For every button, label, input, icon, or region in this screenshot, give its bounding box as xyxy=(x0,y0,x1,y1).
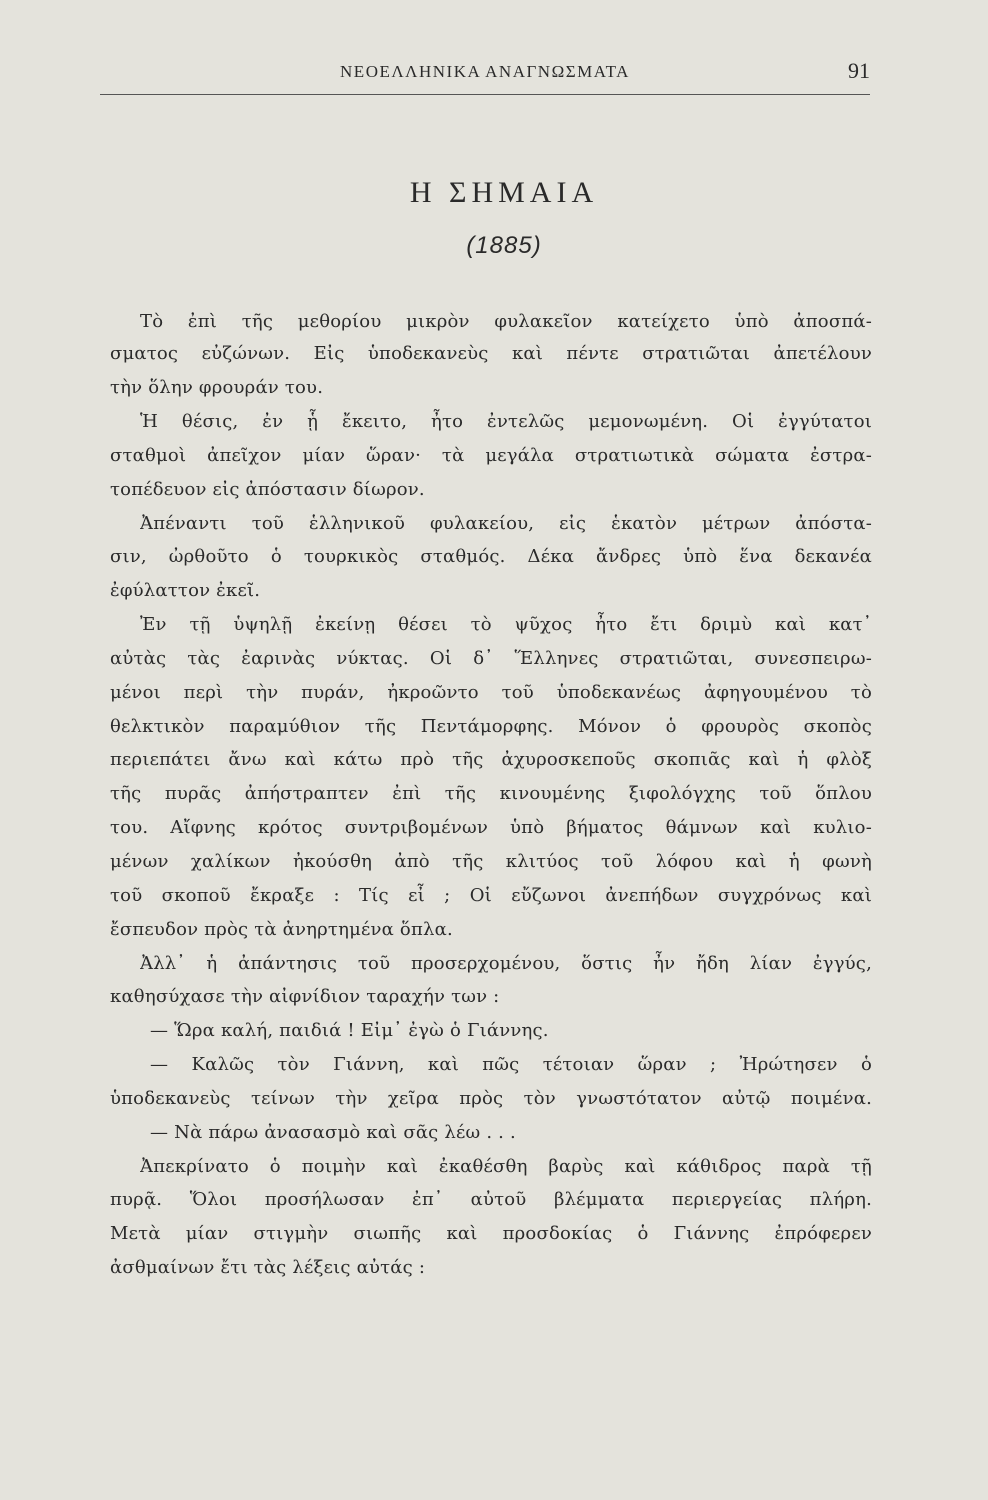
text-line: τῆς πυρᾶς ἀπήστραπτεν ἐπὶ τῆς κινουμένης ξιφολόγχης τοῦ ὅπλου xyxy=(110,783,872,804)
text-line: Ἀπεκρίνατο ὁ ποιμὴν καὶ ἐκαθέσθη βαρὺς καὶ κάθιδρος παρὰ τῇ xyxy=(140,1156,872,1177)
text-line: του. Αἴφνης κρότος συντριβομένων ὑπὸ βήματος θάμνων καὶ κυλιο- xyxy=(110,817,872,838)
text-line: Ἡ θέσις, ἐν ᾗ ἔκειτο, ἦτο ἐντελῶς μεμονωμένη. Οἱ ἐγγύτατοι xyxy=(140,411,872,432)
text-line: ἀσθμαίνων ἔτι τὰς λέξεις αὐτάς : xyxy=(110,1257,426,1278)
text-line: καθησύχασε τὴν αἰφνίδιον ταραχήν των : xyxy=(110,986,500,1007)
text-line: ἔσπευδον πρὸς τὰ ἀνηρτημένα ὅπλα. xyxy=(110,919,453,940)
text-line: σιν, ὠρθοῦτο ὁ τουρκικὸς σταθμός. Δέκα ἄνδρες ὑπὸ ἕνα δεκανέα xyxy=(110,546,872,567)
running-header xyxy=(100,58,870,95)
text-line: Ἐν τῇ ὑψηλῇ ἐκείνῃ θέσει τὸ ψῦχος ἦτο ἔτι δριμὺ καὶ κατ᾽ xyxy=(140,614,872,635)
text-line: Μετὰ μίαν στιγμὴν σιωπῆς καὶ προσδοκίας ὁ Γιάννης ἐπρόφερεν xyxy=(110,1223,872,1244)
text-line: περιεπάτει ἄνω καὶ κάτω πρὸ τῆς ἀχυροσκεποῦς σκοπιᾶς καὶ ἡ φλὸξ xyxy=(110,749,872,770)
text-line: Ἀπέναντι τοῦ ἑλληνικοῦ φυλακείου, εἰς ἑκατὸν μέτρων ἀπόστα- xyxy=(140,513,872,534)
text-line: σταθμοὶ ἀπεῖχον μίαν ὥραν· τὰ μεγάλα στρατιωτικὰ σώματα ἐστρα- xyxy=(110,445,872,466)
text-line: ὑποδεκανεὺς τείνων τὴν χεῖρα πρὸς τὸν γνωστότατον αὐτῷ ποιμένα. xyxy=(110,1088,872,1109)
dialogue-line: — Νὰ πάρω ἀνασασμὸ καὶ σᾶς λέω . . . xyxy=(150,1122,516,1143)
text-line: ἐφύλαττον ἐκεῖ. xyxy=(110,580,261,601)
dialogue-line: — Ὥρα καλή, παιδιά ! Εἰμ᾽ ἐγὼ ὁ Γιάννης. xyxy=(150,1020,549,1041)
text-line: σματος εὐζώνων. Εἰς ὑποδεκανεὺς καὶ πέντε στρατιῶται ἀπετέλουν xyxy=(110,343,872,364)
text-line: πυρᾷ. Ὅλοι προσήλωσαν ἐπ᾽ αὐτοῦ βλέμματα περιεργείας πλήρη. xyxy=(110,1189,872,1210)
page-number: 91 xyxy=(848,58,870,83)
chapter-year: (1885) xyxy=(466,232,542,259)
text-line: μένοι περὶ τὴν πυράν, ἠκροῶντο τοῦ ὑποδεκανέως ἀφηγουμένου τὸ xyxy=(110,682,872,703)
text-line: Ἀλλ᾽ ἡ ἀπάντησις τοῦ προσερχομένου, ὅστις ἦν ἤδη λίαν ἐγγύς, xyxy=(140,953,872,974)
chapter-title: Η ΣΗΜΑΙΑ xyxy=(409,176,599,209)
text-line: αὐτὰς τὰς ἐαρινὰς νύκτας. Οἱ δ᾽ Ἕλληνες στρατιῶται, συνεσπειρω- xyxy=(110,648,872,669)
text-line: τὴν ὅλην φρουράν του. xyxy=(110,377,324,398)
text-line: μένων χαλίκων ἠκούσθη ἀπὸ τῆς κλιτύος τοῦ λόφου καὶ ἡ φωνὴ xyxy=(110,851,872,872)
dialogue-line: — Καλῶς τὸν Γιάννη, καὶ πῶς τέτοιαν ὥραν ; Ἠρώτησεν ὁ xyxy=(150,1054,872,1075)
text-line: τοπέδευον εἰς ἀπόστασιν δίωρον. xyxy=(110,479,425,500)
running-title: ΝΕΟΕΛΛΗΝΙΚΑ ΑΝΑΓΝΩΣΜΑΤΑ xyxy=(340,62,630,81)
text-line: τοῦ σκοποῦ ἔκραξε : Τίς εἶ ; Οἱ εὔζωνοι ἀνεπήδων συγχρόνως καὶ xyxy=(110,885,872,906)
text-line: Τὸ ἐπὶ τῆς μεθορίου μικρὸν φυλακεῖον κατείχετο ὑπὸ ἀποσπά- xyxy=(140,311,872,332)
text-line: θελκτικὸν παραμύθιον τῆς Πεντάμορφης. Μόνον ὁ φρουρὸς σκοπὸς xyxy=(110,716,872,737)
